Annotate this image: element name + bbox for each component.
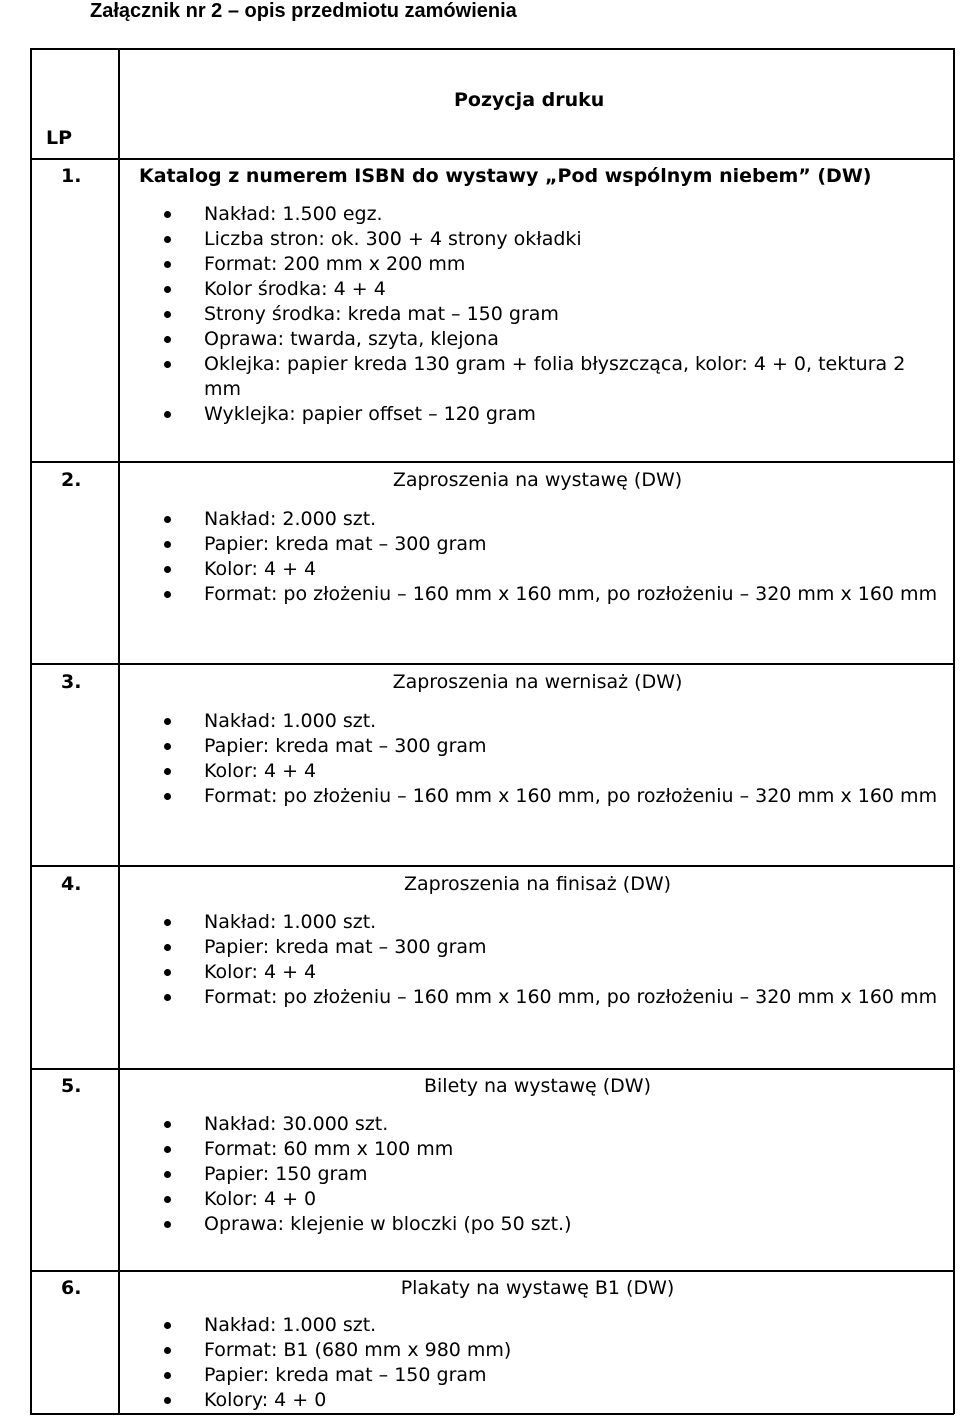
header-position-label: Pozycja druku [454, 89, 605, 111]
item-spec-list [160, 202, 940, 427]
table-row-divider-6 [30, 1270, 954, 1272]
list-item: Format: B1 (680 mm x 980 mm) [160, 1338, 940, 1363]
list-item: Kolory: 4 + 0 [160, 1388, 940, 1413]
list-item: Nakład: 1.000 szt. [160, 709, 940, 734]
list-item: Kolor: 4 + 0 [160, 1187, 940, 1212]
table-left-border [30, 48, 32, 1414]
item-title: Zaproszenia na wystawę (DW) [392, 469, 683, 491]
list-item: Oklejka: papier kreda 130 gram + folia błyszcząca, kolor: 4 + 0, tektura 2 mm [160, 352, 940, 402]
table-right-border [953, 48, 955, 1414]
list-item: Papier: kreda mat – 150 gram [160, 1363, 940, 1388]
item-number: 6. [61, 1277, 82, 1299]
item-title: Zaproszenia na wernisaż (DW) [392, 671, 683, 693]
table-row-divider-2 [30, 461, 954, 463]
list-item: Wyklejka: papier offset – 120 gram [160, 402, 940, 427]
item-number: 4. [61, 873, 82, 895]
list-item: Oprawa: twarda, szyta, klejona [160, 327, 940, 352]
list-item: Oprawa: klejenie w bloczki (po 50 szt.) [160, 1212, 940, 1237]
table-column-divider [118, 48, 120, 1414]
list-item: Papier: 150 gram [160, 1162, 940, 1187]
table-top-border [30, 48, 954, 50]
item-number: 2. [61, 469, 82, 491]
item-title: Katalog z numerem ISBN do wystawy „Pod wspólnym niebem” (DW) [139, 165, 872, 187]
list-item: Papier: kreda mat – 300 gram [160, 734, 940, 759]
list-item: Format: po złożeniu – 160 mm x 160 mm, po rozłożeniu – 320 mm x 160 mm [160, 784, 940, 809]
item-title: Zaproszenia na finisaż (DW) [403, 873, 672, 895]
list-item: Nakład: 1.000 szt. [160, 1313, 940, 1338]
list-item: Format: 60 mm x 100 mm [160, 1137, 940, 1162]
table-bottom-border [30, 1413, 954, 1415]
item-title: Plakaty na wystawę B1 (DW) [400, 1277, 675, 1299]
header-lp-label: LP [46, 127, 73, 149]
list-item: Kolor: 4 + 4 [160, 557, 940, 582]
item-spec-list [160, 709, 940, 809]
item-spec-list [160, 507, 940, 607]
list-item: Liczba stron: ok. 300 + 4 strony okładki [160, 227, 940, 252]
item-spec-list [160, 1112, 940, 1237]
list-item: Kolor: 4 + 4 [160, 960, 940, 985]
table-row-divider-3 [30, 663, 954, 665]
list-item: Kolor: 4 + 4 [160, 759, 940, 784]
table-row-divider-5 [30, 1068, 954, 1070]
list-item: Papier: kreda mat – 300 gram [160, 532, 940, 557]
list-item: Strony środka: kreda mat – 150 gram [160, 302, 940, 327]
document-title: Załącznik nr 2 – opis przedmiotu zamówienia [90, 0, 517, 22]
list-item: Nakład: 1.500 egz. [160, 202, 940, 227]
list-item: Nakład: 30.000 szt. [160, 1112, 940, 1137]
list-item: Format: po złożeniu – 160 mm x 160 mm, po rozłożeniu – 320 mm x 160 mm [160, 582, 940, 607]
list-item: Format: po złożeniu – 160 mm x 160 mm, po rozłożeniu – 320 mm x 160 mm [160, 985, 940, 1010]
list-item: Kolor środka: 4 + 4 [160, 277, 940, 302]
item-spec-list [160, 910, 940, 1010]
table-row-divider-4 [30, 865, 954, 867]
item-title: Bilety na wystawę (DW) [423, 1075, 652, 1097]
item-number: 3. [61, 671, 82, 693]
list-item: Papier: kreda mat – 300 gram [160, 935, 940, 960]
list-item: Nakład: 1.000 szt. [160, 910, 940, 935]
list-item: Nakład: 2.000 szt. [160, 507, 940, 532]
item-spec-list [160, 1313, 940, 1413]
table-row-divider-1 [30, 158, 954, 160]
item-number: 5. [61, 1075, 82, 1097]
item-number: 1. [61, 165, 82, 187]
list-item: Format: 200 mm x 200 mm [160, 252, 940, 277]
